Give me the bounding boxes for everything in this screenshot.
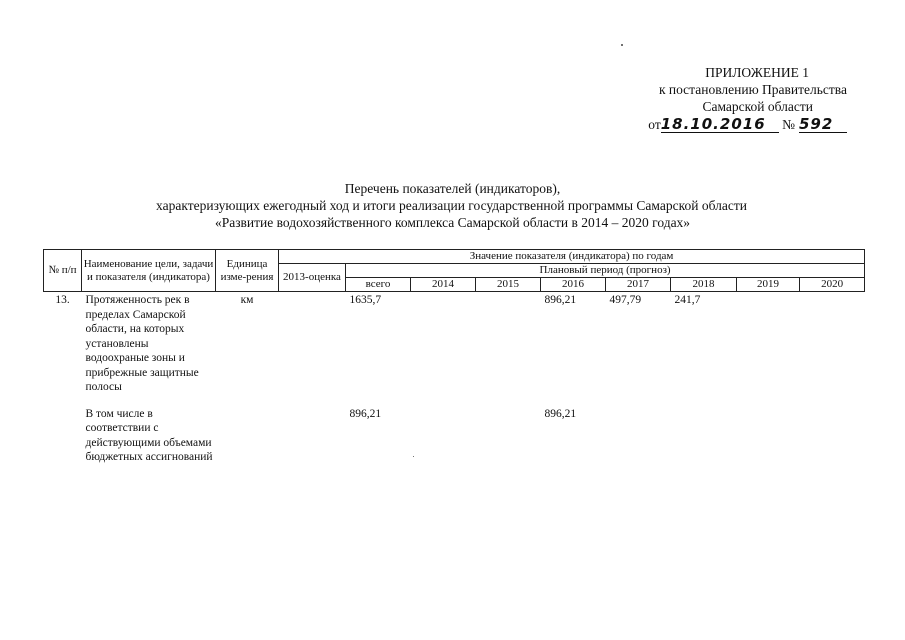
header-num: № п/п [44, 250, 82, 292]
appendix-resolution: к постановлению Правительства [658, 82, 847, 97]
title-line-3: «Развитие водохозяйственного комплекса Самарской области в 2014 – 2020 годах» [214, 215, 691, 230]
header-unit: Единица изме-рения [216, 250, 279, 292]
cell-2018 [671, 407, 737, 465]
header-value-group: Значение показателя (индикатора) по годам [279, 250, 865, 264]
cell-estimate [279, 292, 346, 395]
header-year-2019: 2019 [737, 278, 800, 292]
table-header [44, 250, 865, 292]
cell-unit [216, 407, 279, 465]
header-year-2020: 2020 [800, 278, 865, 292]
cell-2020 [800, 407, 865, 465]
number-prefix: № [782, 117, 795, 132]
cell-2015 [476, 292, 541, 395]
header-estimate: 2013-оценка [279, 264, 346, 292]
document-title [0, 180, 905, 231]
appendix-title: ПРИЛОЖЕНИЕ 1 [705, 65, 809, 80]
table-row [44, 292, 865, 395]
header-year-2014: 2014 [411, 278, 476, 292]
cell-2020 [800, 292, 865, 395]
cell-unit: км [240, 294, 254, 306]
cell-name: В том числе в соответствии с действующими объемами бюджетных ассигнований [85, 407, 213, 463]
cell-num [44, 407, 82, 465]
header-year-2017: 2017 [606, 278, 671, 292]
cell-2017: 497,79 [609, 294, 642, 306]
header-year-2016: 2016 [541, 278, 606, 292]
cell-2014 [411, 407, 476, 465]
cell-total: 1635,7 [349, 294, 382, 306]
cell-2016: 896,21 [544, 407, 577, 420]
cell-2018: 241,7 [674, 294, 701, 306]
appendix-date-line [648, 116, 847, 133]
cell-num: 13. [55, 294, 70, 306]
header-plan-period: Плановый период (прогноз) [346, 264, 865, 278]
cell-2017 [606, 407, 671, 465]
header-name: Наименование цели, задачи и показателя (индикатора) [82, 250, 216, 292]
title-line-1: Перечень показателей (индикаторов), [344, 181, 561, 196]
header-total: всего [346, 278, 411, 292]
header-year-2015: 2015 [476, 278, 541, 292]
spacer-cell [44, 395, 865, 407]
handwritten-number: 592 [799, 117, 847, 133]
table-row [44, 407, 865, 465]
cell-total: 896,21 [349, 407, 382, 420]
cell-name: Протяженность рек в пределах Самарской области, на которых установлены водоохраные зоны и прибрежные защитные полосы [85, 294, 199, 393]
handwritten-date: 18.10.2016 [661, 117, 779, 133]
indicators-table [43, 249, 865, 465]
header-year-2018: 2018 [671, 278, 737, 292]
table-body [44, 292, 865, 465]
appendix-block [648, 64, 847, 133]
scan-speck [621, 44, 623, 46]
title-line-2: характеризующих ежегодный ход и итоги реализации государственной программы Самарской области [156, 198, 747, 213]
appendix-region: Самарской области [702, 99, 813, 114]
cell-2019 [737, 407, 800, 465]
cell-2014 [411, 292, 476, 395]
cell-2019 [737, 292, 800, 395]
cell-2015 [476, 407, 541, 465]
cell-2016: 896,21 [544, 294, 577, 306]
row-spacer [44, 395, 865, 407]
date-prefix: от [648, 117, 661, 132]
cell-estimate [279, 407, 346, 465]
